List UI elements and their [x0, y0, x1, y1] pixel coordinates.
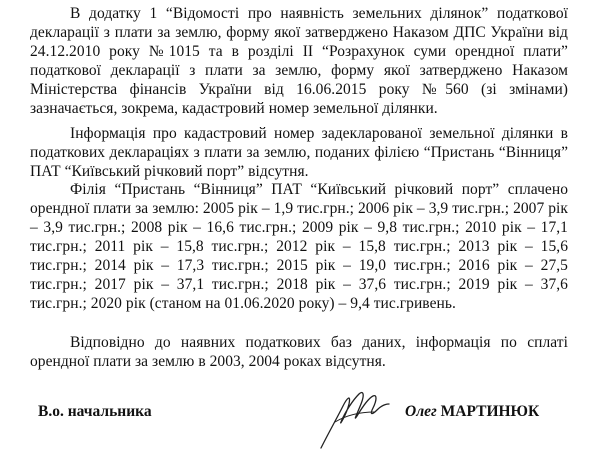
paragraph-missing-data: Відповідно до наявних податкових баз даних, інформація по сплаті орендної плати за землю в 2003, 2004 роках відсутня. — [30, 334, 568, 370]
signatory-first-name: Олег — [405, 403, 437, 420]
paragraph-declaration-forms: В додатку 1 “Відомості про наявність земельних ділянок” податкової декларації з плати за землю, форму якої затверджено Наказом ДПС України від 24.12.2010 року №1015 та в розділі ІІ “Розрахунок суми орендної плати” податкової декларації з плати за землю, форму якої затверджено Наказом Міністерства фінансів України від 16.06.2015 року №560 (зі змінами) зазначається, зокрема, кадастровий номер земельної ділянки. — [30, 5, 568, 117]
signatory-name — [405, 403, 539, 421]
handwritten-signature — [315, 382, 395, 452]
paragraph-cadastral-info: Інформація про кадастровий номер задекларованої земельної ділянки в податкових деклараціях з плати за землю, поданих філією “Пристань “Вінниця” ПАТ “Київський річковий порт” відсутня. — [30, 125, 568, 180]
paragraph-rent-payments: Філія “Пристань “Вінниця” ПАТ “Київський річковий порт” сплачено орендної плати за землю: 2005 рік – 1,9 тис.грн.; 2006 рік – 3,9 тис.грн.; 2007 рік – 3,9 тис.грн.; 2008 рік – 16,6 тис.грн.; 2009 рік – 9,8 тис.грн.; 2010 рік – 17,1 тис.грн.; 2011 рік – 15,8 тис.грн.; 2012 рік – 15,8 тис.грн.; 2013 рік – 15,6 тис.грн.; 2014 рік – 17,3 тис.грн.; 2015 рік – 19,0 тис.грн.; 2016 рік – 27,5 тис.грн.; 2017 рік – 37,1 тис.грн.; 2018 рік – 37,6 тис.грн.; 2019 рік – 37,6 тис.грн.; 2020 рік (станом на 01.06.2020 року) – 9,4 тис.гривень. — [30, 181, 568, 312]
signatory-last-name: МАРТИНЮК — [440, 403, 540, 420]
signatory-position: В.о. начальника — [38, 403, 152, 420]
